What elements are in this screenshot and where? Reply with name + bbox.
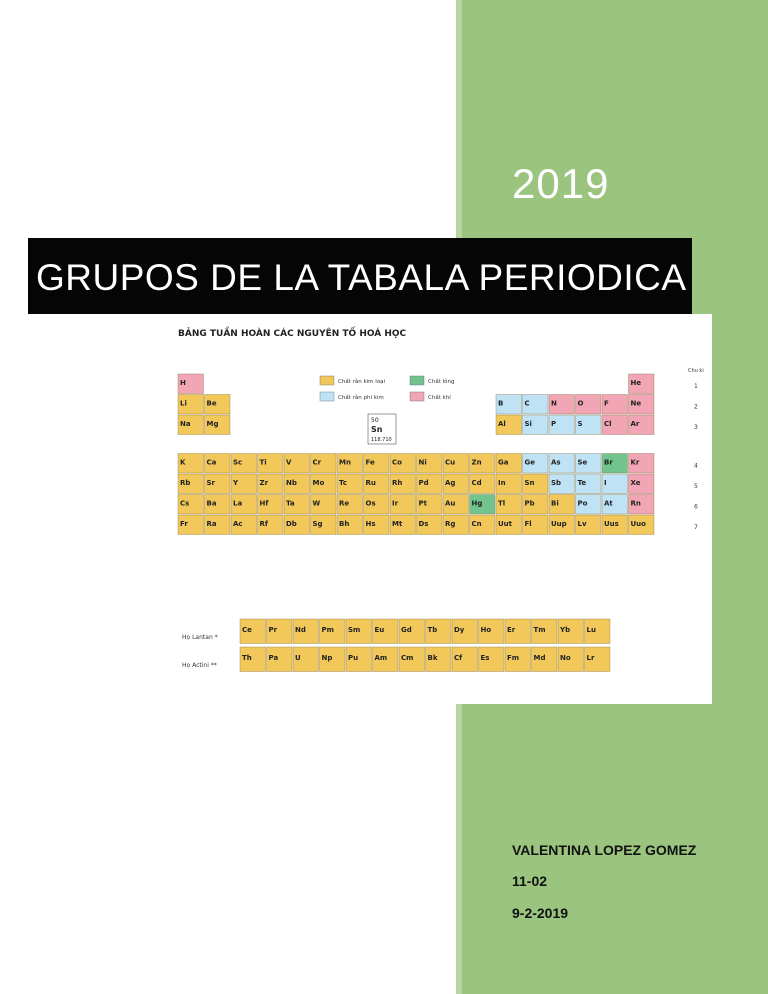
element-symbol: Nb <box>286 479 297 487</box>
element-cell <box>629 515 655 535</box>
element-cell <box>178 415 204 435</box>
period-number: 4 <box>694 462 698 470</box>
element-cell <box>337 515 363 535</box>
element-symbol: Ag <box>445 479 456 487</box>
element-symbol: Er <box>507 626 516 634</box>
element-cell <box>293 619 319 644</box>
element-cell <box>205 495 231 515</box>
element-symbol: Sb <box>551 479 562 487</box>
element-cell <box>523 395 549 415</box>
element-cell <box>496 395 522 415</box>
element-symbol: Cn <box>471 520 482 528</box>
element-cell <box>178 495 204 515</box>
element-symbol: Ac <box>233 520 243 528</box>
element-cell <box>417 474 443 494</box>
element-symbol: W <box>312 499 321 508</box>
element-cell <box>629 495 655 515</box>
element-symbol: Tc <box>339 479 347 487</box>
element-symbol: Fm <box>507 654 520 662</box>
element-cell <box>320 619 346 644</box>
element-cell <box>496 474 522 494</box>
element-symbol: Es <box>480 654 490 662</box>
element-symbol: Tb <box>427 626 438 634</box>
element-cell <box>426 647 452 672</box>
element-symbol: Au <box>445 499 456 508</box>
element-cell <box>523 415 549 435</box>
element-symbol: Pd <box>418 479 429 487</box>
element-symbol: Uuo <box>630 520 646 528</box>
element-cell <box>284 515 310 535</box>
element-symbol: Br <box>604 458 613 467</box>
element-cell <box>629 474 655 494</box>
element-symbol: Al <box>498 420 506 428</box>
element-symbol: Uup <box>551 520 567 528</box>
element-cell <box>532 647 558 672</box>
periodic-table-cells <box>178 374 698 672</box>
cover-date: 9-2-2019 <box>512 905 569 921</box>
element-cell <box>346 647 372 672</box>
element-symbol: Ni <box>418 458 427 467</box>
element-cell <box>602 415 628 435</box>
element-symbol: Rf <box>259 520 268 528</box>
cover-title: GRUPOS DE LA TABALA PERIODICA <box>36 257 687 298</box>
example-number: 50 <box>371 417 379 424</box>
element-symbol: He <box>630 379 642 387</box>
element-symbol: Bk <box>427 654 438 662</box>
element-cell <box>267 647 293 672</box>
element-cell <box>523 454 549 474</box>
element-cell <box>602 474 628 494</box>
element-cell <box>311 454 337 474</box>
element-symbol: Cl <box>604 420 612 428</box>
legend-label: Chất rắn phi kim <box>338 395 384 401</box>
element-symbol: B <box>498 399 504 408</box>
element-symbol: Se <box>577 458 588 467</box>
element-symbol: La <box>233 499 243 508</box>
example-symbol: Sn <box>371 425 383 434</box>
element-cell <box>178 474 204 494</box>
element-cell <box>443 454 469 474</box>
element-symbol: Hf <box>259 499 269 508</box>
element-symbol: Ce <box>242 626 252 634</box>
element-symbol: Np <box>321 654 333 662</box>
element-symbol: Sr <box>206 479 215 487</box>
element-cell <box>231 515 257 535</box>
element-symbol: Fl <box>524 520 532 528</box>
element-cell <box>346 619 372 644</box>
element-symbol: Ca <box>206 458 217 467</box>
element-cell <box>452 619 478 644</box>
element-symbol: Db <box>286 520 297 528</box>
element-symbol: Os <box>365 499 376 508</box>
element-cell <box>205 395 231 415</box>
element-cell <box>337 454 363 474</box>
element-symbol: K <box>180 458 186 467</box>
element-symbol: Pb <box>524 499 535 508</box>
element-symbol: Hs <box>365 520 376 528</box>
element-cell <box>205 474 231 494</box>
cover-year: 2019 <box>512 160 610 207</box>
element-symbol: Pt <box>418 499 427 508</box>
element-cell <box>364 495 390 515</box>
element-cell <box>470 454 496 474</box>
period-number: 7 <box>694 524 698 531</box>
actinide-series-label: Họ Actini ** <box>182 662 217 669</box>
element-cell <box>417 495 443 515</box>
element-cell <box>390 515 416 535</box>
element-symbol: H <box>180 379 186 387</box>
period-number: 1 <box>694 383 698 390</box>
element-cell <box>558 647 584 672</box>
periodic-table-figure <box>160 314 712 704</box>
element-symbol: Yb <box>560 626 571 634</box>
element-cell <box>576 395 602 415</box>
element-cell <box>496 415 522 435</box>
element-symbol: S <box>577 420 583 428</box>
element-cell <box>576 454 602 474</box>
element-cell <box>470 474 496 494</box>
element-symbol: Mo <box>312 479 325 487</box>
element-cell <box>284 474 310 494</box>
element-symbol: Bh <box>339 520 350 528</box>
element-cell <box>240 647 266 672</box>
period-column-label: Chu kì <box>688 368 704 374</box>
element-symbol: Pa <box>268 654 279 662</box>
element-symbol: Uut <box>498 520 513 528</box>
element-symbol: Ge <box>524 458 535 467</box>
element-symbol: F <box>604 399 609 408</box>
element-symbol: P <box>551 420 557 428</box>
element-cell <box>320 647 346 672</box>
element-symbol: Zn <box>471 458 482 467</box>
legend-label: Chất rắn kim loại <box>338 379 386 385</box>
element-symbol: Rb <box>180 479 191 487</box>
element-cell <box>523 474 549 494</box>
element-cell <box>576 415 602 435</box>
element-cell <box>549 515 575 535</box>
element-cell <box>443 515 469 535</box>
element-cell <box>629 415 655 435</box>
element-cell <box>505 647 531 672</box>
element-symbol: Sm <box>348 626 361 634</box>
legend-label: Chất lỏng <box>428 379 455 385</box>
element-cell <box>364 515 390 535</box>
element-cell <box>532 619 558 644</box>
element-cell <box>470 495 496 515</box>
element-cell <box>443 495 469 515</box>
element-cell <box>311 495 337 515</box>
element-cell <box>231 474 257 494</box>
element-cell <box>576 495 602 515</box>
element-symbol: Pr <box>268 626 278 634</box>
element-symbol: O <box>577 399 584 408</box>
element-symbol: I <box>604 479 607 487</box>
element-symbol: Bi <box>551 499 559 508</box>
element-symbol: Sn <box>524 479 535 487</box>
element-symbol: Ba <box>206 499 217 508</box>
element-symbol: Ds <box>418 520 429 528</box>
element-symbol: Pu <box>348 654 359 662</box>
element-symbol: Cd <box>471 479 482 487</box>
element-symbol: Te <box>577 479 587 487</box>
element-symbol: Ra <box>206 520 217 528</box>
element-symbol: Hg <box>471 499 483 508</box>
element-cell <box>178 515 204 535</box>
element-symbol: Ru <box>365 479 376 487</box>
element-cell <box>576 515 602 535</box>
element-symbol: Cr <box>312 458 322 467</box>
element-symbol: Ho <box>480 626 492 634</box>
element-cell <box>443 474 469 494</box>
element-symbol: Cm <box>401 654 414 662</box>
element-cell <box>205 415 231 435</box>
element-symbol: Kr <box>630 458 640 467</box>
element-symbol: Mt <box>392 520 403 528</box>
element-cell <box>549 474 575 494</box>
element-cell <box>258 515 284 535</box>
element-symbol: Eu <box>374 626 385 634</box>
element-symbol: Cf <box>454 654 463 662</box>
element-cell <box>178 395 204 415</box>
element-symbol: Si <box>524 420 532 428</box>
element-cell <box>337 474 363 494</box>
periodic-table-image <box>160 314 712 704</box>
legend-swatch <box>320 392 334 401</box>
element-cell <box>205 454 231 474</box>
element-symbol: N <box>551 399 557 408</box>
element-cell <box>311 474 337 494</box>
element-cell <box>390 495 416 515</box>
element-cell <box>231 495 257 515</box>
element-symbol: Y <box>233 479 239 487</box>
element-cell <box>205 515 231 535</box>
element-cell <box>629 374 655 394</box>
element-cell <box>523 515 549 535</box>
element-symbol: No <box>560 654 571 662</box>
element-cell <box>417 454 443 474</box>
element-symbol: Rn <box>630 499 641 508</box>
element-symbol: Pm <box>321 626 334 634</box>
element-symbol: Gd <box>401 626 412 634</box>
element-cell <box>602 395 628 415</box>
element-cell <box>496 495 522 515</box>
element-cell <box>549 395 575 415</box>
period-number: 2 <box>694 403 698 411</box>
element-symbol: Xe <box>630 479 641 487</box>
element-symbol: Tl <box>498 499 506 508</box>
element-symbol: Ta <box>286 499 295 508</box>
element-symbol: U <box>295 654 301 662</box>
example-mass: 118.710 <box>371 437 392 443</box>
element-cell <box>558 619 584 644</box>
element-cell <box>505 619 531 644</box>
element-symbol: Tm <box>533 626 546 634</box>
periodic-table-legend <box>320 376 454 401</box>
element-symbol: Lr <box>586 654 595 662</box>
element-symbol: In <box>498 479 506 487</box>
element-cell <box>549 415 575 435</box>
element-symbol: C <box>524 399 530 408</box>
element-symbol: Am <box>374 654 388 662</box>
element-symbol: Re <box>339 499 350 508</box>
element-cell <box>496 454 522 474</box>
element-symbol: Uus <box>604 520 619 528</box>
element-symbol: Co <box>392 458 402 467</box>
periodic-table-example-cell <box>368 414 396 444</box>
element-cell <box>602 515 628 535</box>
element-symbol: Dy <box>454 626 465 634</box>
element-symbol: Cs <box>180 499 190 508</box>
legend-swatch <box>410 392 424 401</box>
element-cell <box>390 474 416 494</box>
element-cell <box>629 395 655 415</box>
element-symbol: Zr <box>259 479 269 487</box>
legend-swatch <box>320 376 334 385</box>
element-cell <box>258 474 284 494</box>
element-cell <box>470 515 496 535</box>
element-symbol: Lu <box>586 626 596 634</box>
element-cell <box>267 619 293 644</box>
periodic-table-heading: BẢNG TUẦN HOÀN CÁC NGUYÊN TỐ HOÁ HỌC <box>178 329 407 339</box>
element-cell <box>602 495 628 515</box>
element-cell <box>311 515 337 535</box>
element-symbol: Na <box>180 420 191 428</box>
element-symbol: Th <box>242 654 252 662</box>
element-symbol: Fe <box>365 458 375 467</box>
element-cell <box>629 454 655 474</box>
element-cell <box>602 454 628 474</box>
element-cell <box>585 619 611 644</box>
element-cell <box>240 619 266 644</box>
element-cell <box>452 647 478 672</box>
class-group: 11-02 <box>512 873 548 889</box>
element-symbol: As <box>551 458 561 467</box>
element-symbol: Mn <box>339 458 351 467</box>
element-symbol: Lv <box>577 520 587 528</box>
element-cell <box>258 495 284 515</box>
element-symbol: Rh <box>392 479 403 487</box>
element-symbol: Mg <box>206 420 219 428</box>
element-cell <box>284 495 310 515</box>
element-symbol: Fr <box>180 520 188 528</box>
element-symbol: Po <box>577 499 588 508</box>
element-cell <box>258 454 284 474</box>
element-cell <box>399 619 425 644</box>
element-cell <box>284 454 310 474</box>
element-symbol: V <box>286 458 292 467</box>
element-symbol: Nd <box>295 626 306 634</box>
element-cell <box>576 474 602 494</box>
legend-swatch <box>410 376 424 385</box>
element-cell <box>293 647 319 672</box>
element-symbol: Li <box>180 399 187 408</box>
element-cell <box>364 474 390 494</box>
element-symbol: Ga <box>498 458 509 467</box>
element-symbol: At <box>604 499 613 508</box>
element-cell <box>426 619 452 644</box>
element-cell <box>373 647 399 672</box>
element-cell <box>364 454 390 474</box>
element-cell <box>399 647 425 672</box>
element-cell <box>390 454 416 474</box>
element-symbol: Ir <box>392 499 399 508</box>
element-cell <box>417 515 443 535</box>
period-number: 6 <box>694 503 698 511</box>
element-cell <box>549 454 575 474</box>
lanthanide-series-label: Họ Lantan * <box>182 634 218 641</box>
element-cell <box>549 495 575 515</box>
element-cell <box>479 647 505 672</box>
element-cell <box>231 454 257 474</box>
element-cell <box>178 374 204 394</box>
element-cell <box>496 515 522 535</box>
element-symbol: Rg <box>445 520 456 528</box>
element-symbol: Ne <box>630 399 642 408</box>
element-cell <box>479 619 505 644</box>
element-cell <box>373 619 399 644</box>
period-number: 5 <box>694 483 698 490</box>
element-symbol: Cu <box>445 458 456 467</box>
element-cell <box>585 647 611 672</box>
element-symbol: Md <box>533 654 546 662</box>
element-symbol: Sg <box>312 520 323 528</box>
element-cell <box>178 454 204 474</box>
element-symbol: Be <box>206 399 217 408</box>
author-name: VALENTINA LOPEZ GOMEZ <box>512 842 697 858</box>
element-cell <box>337 495 363 515</box>
legend-label: Chất khí <box>428 395 451 401</box>
period-number: 3 <box>694 424 698 431</box>
element-symbol: Ar <box>630 420 640 428</box>
element-symbol: Ti <box>259 458 267 467</box>
element-cell <box>523 495 549 515</box>
element-symbol: Sc <box>233 458 243 467</box>
